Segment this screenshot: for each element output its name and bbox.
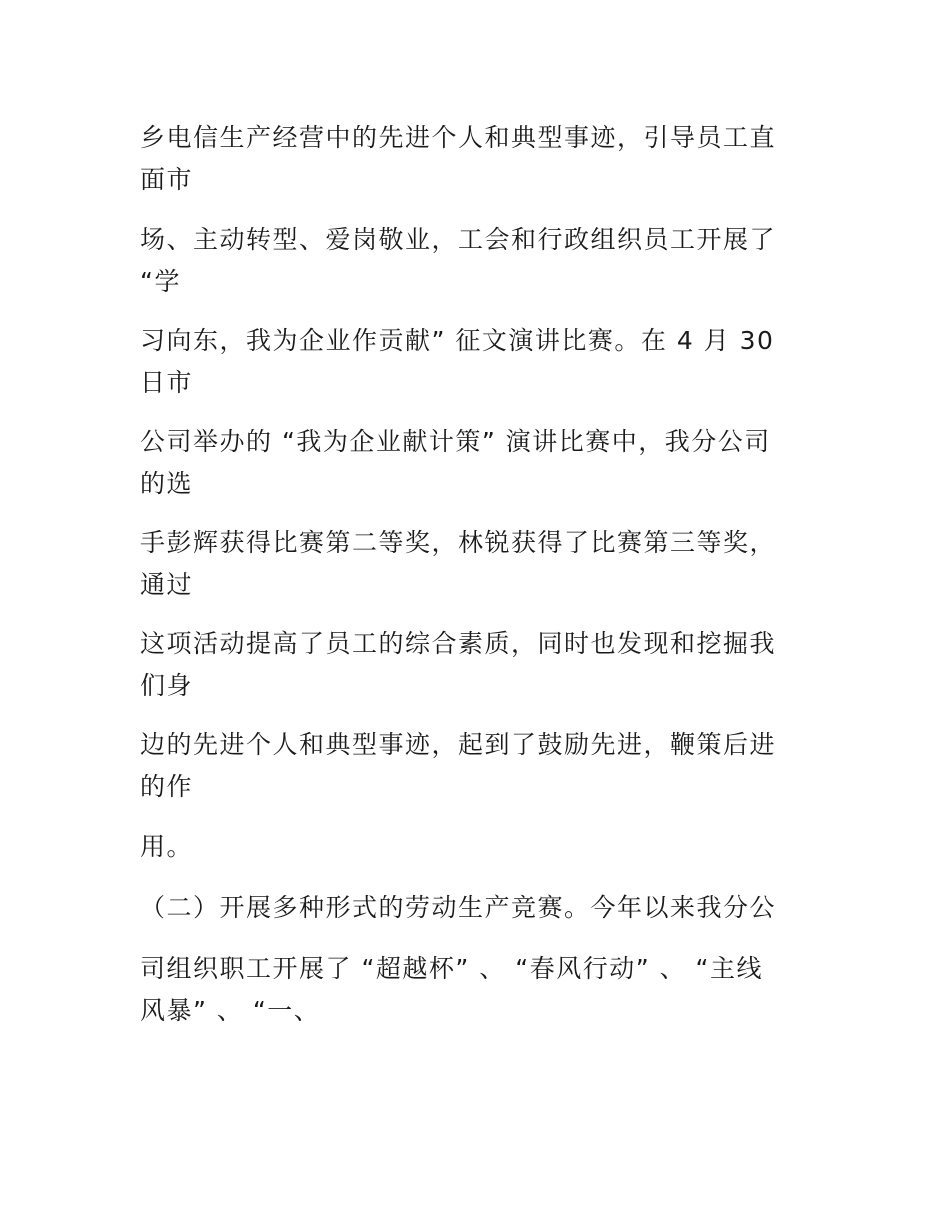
paragraph-6 — [140, 623, 820, 707]
paragraph-7 — [140, 724, 820, 808]
paragraph-10 — [140, 948, 820, 1032]
text-line: 手彭辉获得比赛第二等奖，林锐获得了比赛第三等奖， — [140, 528, 777, 557]
paragraph-5 — [140, 522, 820, 606]
text-line: 公司举办的 “我为企业献计策” 演讲比赛中，我分公司 — [140, 427, 771, 456]
text-line: 场、主动转型、爱岗敬业，工会和行政组织员工开展了 — [140, 225, 777, 254]
text-line: 习向东，我为企业作贡献” 征文演讲比赛。在 4 月 30 — [140, 326, 775, 355]
text-line: 风暴” 、 “一、 — [140, 996, 321, 1025]
paragraph-2 — [140, 219, 820, 303]
text-line: 们身 — [140, 671, 194, 700]
text-line: 的选 — [140, 469, 194, 498]
text-line: 通过 — [140, 570, 194, 599]
paragraph-4 — [140, 421, 820, 505]
text-line: （二）开展多种形式的劳动生产竞赛。今年以来我分公 — [140, 893, 777, 922]
paragraph-1 — [140, 117, 820, 201]
text-line: 日市 — [140, 368, 194, 397]
paragraph-3 — [140, 320, 820, 404]
text-line: 乡电信生产经营中的先进个人和典型事迹，引导员工直 — [140, 123, 777, 152]
text-line: 面市 — [140, 165, 194, 194]
text-line: 用。 — [140, 832, 194, 861]
paragraph-9 — [140, 887, 820, 929]
text-line: “学 — [140, 267, 181, 296]
text-line: 边的先进个人和典型事迹，起到了鼓励先进，鞭策后进 — [140, 730, 777, 759]
text-line: 这项活动提高了员工的综合素质，同时也发现和挖掘我 — [140, 629, 777, 658]
text-line: 司组织职工开展了 “超越杯” 、 “春风行动” 、 “主线 — [140, 954, 763, 983]
paragraph-8 — [140, 826, 820, 868]
text-line: 的作 — [140, 772, 194, 801]
